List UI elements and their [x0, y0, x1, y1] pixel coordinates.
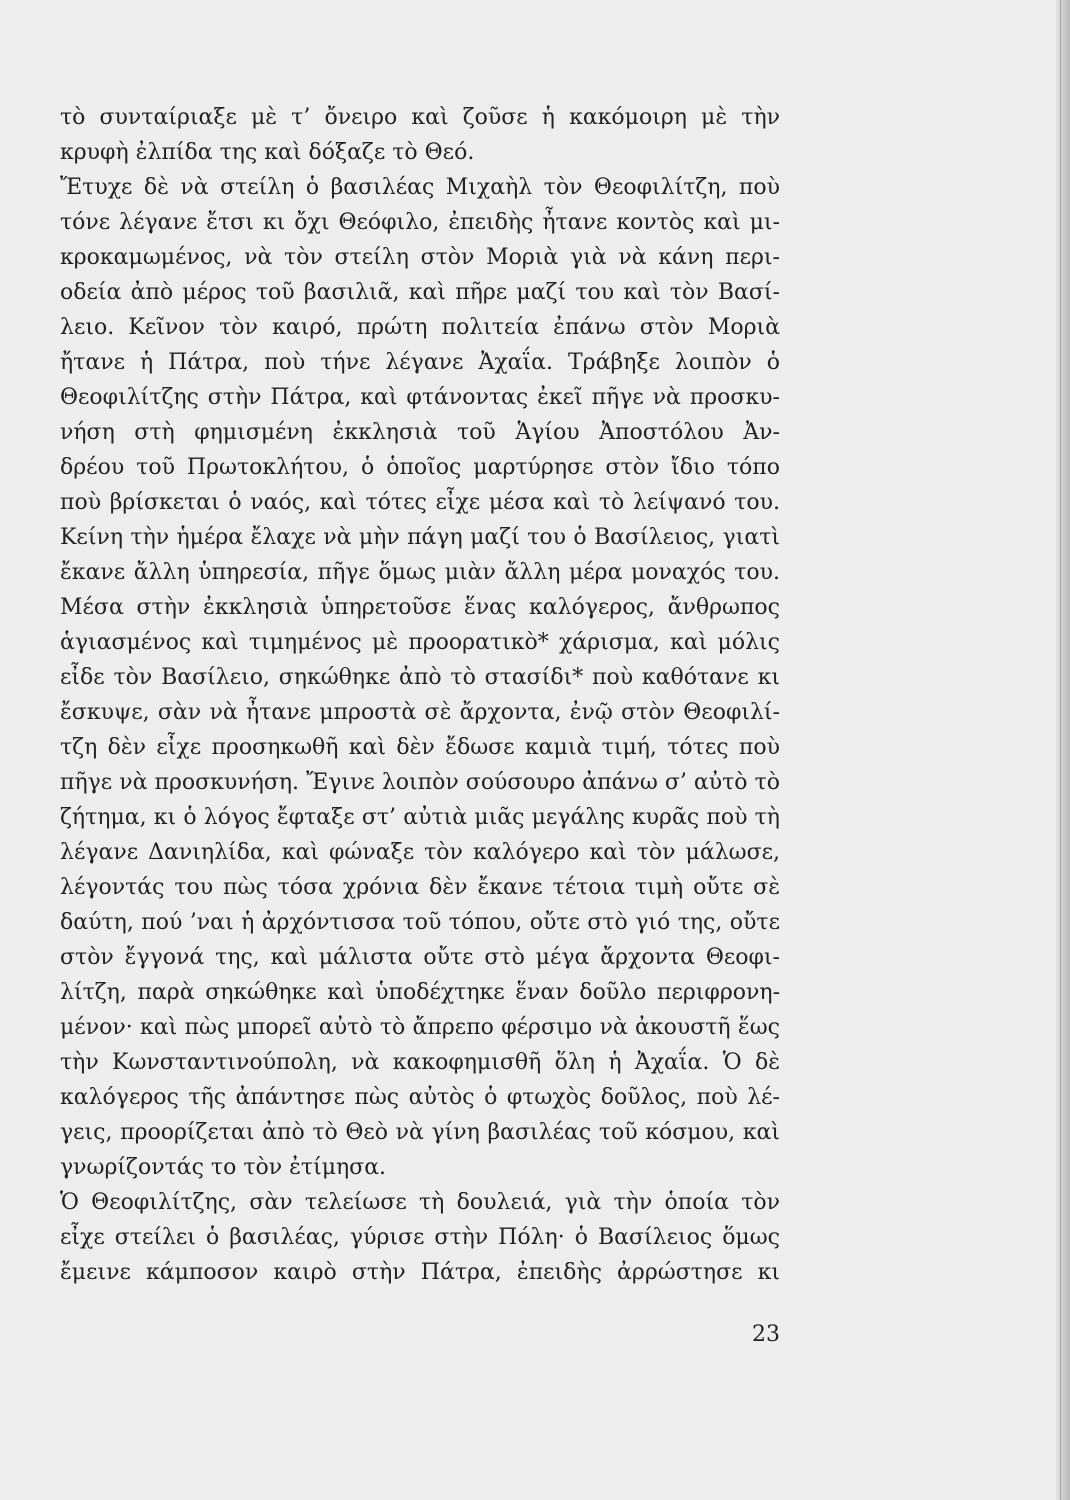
text-line: τζη δὲν εἶχε προσηκωθῆ καὶ δὲν ἔδωσε καμιὰ τιμή, τότες ποὺ: [60, 735, 780, 760]
text-line: τὴν Κωνσταντινούπολη, νὰ κακοφημισθῆ ὅλη ἡ Ἀχαΐα. Ὁ δὲ: [60, 1050, 780, 1075]
page-edge: [1056, 0, 1070, 1500]
text-line: οδεία ἀπὸ μέρος τοῦ βασιλιᾶ, καὶ πῆρε μαζί του καὶ τὸν Βασί-: [60, 280, 780, 305]
text-line: τόνε λέγανε ἔτσι κι ὄχι Θεόφιλο, ἐπειδὴς ἦτανε κοντὸς καὶ μι-: [60, 210, 780, 235]
text-line: λέγοντάς του πὼς τόσα χρόνια δὲν ἔκανε τέτοια τιμὴ οὔτε σὲ: [60, 875, 780, 900]
text-line: ποὺ βρίσκεται ὁ ναός, καὶ τότες εἶχε μέσα καὶ τὸ λείψανό του.: [60, 490, 780, 515]
text-line: Κείνη τὴν ἡμέρα ἔλαχε νὰ μὴν πάγη μαζί του ὁ Βασίλειος, γιατὶ: [60, 525, 780, 550]
text-line: Θεοφιλίτζης στὴν Πάτρα, καὶ φτάνοντας ἐκεῖ πῆγε νὰ προσκυ-: [60, 385, 780, 410]
paragraph-2: [60, 170, 780, 1185]
text-line: γεις, προορίζεται ἀπὸ τὸ Θεὸ νὰ γίνη βασιλέας τοῦ κόσμου, καὶ: [60, 1120, 780, 1145]
text-line: Ὁ Θεοφιλίτζης, σὰν τελείωσε τὴ δουλειά, γιὰ τὴν ὁποία τὸν: [60, 1190, 780, 1215]
text-line: μένον· καὶ πὼς μπορεῖ αὐτὸ τὸ ἄπρεπο φέρσιμο νὰ ἀκουστῆ ἕως: [60, 1015, 780, 1040]
paragraph-3: [60, 1185, 780, 1290]
text-line: τὸ συνταίριαξε μὲ τ’ ὄνειρο καὶ ζοῦσε ἡ κακόμοιρη μὲ τὴν: [60, 105, 780, 130]
text-line: δαύτη, πού ’ναι ἡ ἀρχόντισσα τοῦ τόπου, οὔτε στὸ γιό της, οὔτε: [60, 910, 780, 935]
text-line: κροκαμωμένος, νὰ τὸν στείλη στὸν Μοριὰ γιὰ νὰ κάνη περι-: [60, 245, 780, 270]
text-line: γνωρίζοντάς το τὸν ἐτίμησα.: [60, 1155, 387, 1180]
text-line: λειο. Κεῖνον τὸν καιρό, πρώτη πολιτεία ἐπάνω στὸν Μοριὰ: [60, 315, 780, 340]
text-line: κρυφὴ ἐλπίδα της καὶ δόξαζε τὸ Θεό.: [60, 140, 475, 165]
paragraph-1: [60, 100, 780, 170]
text-line: πῆγε νὰ προσκυνήση. Ἔγινε λοιπὸν σούσουρο ἀπάνω σ’ αὐτὸ τὸ: [60, 770, 780, 795]
text-line: εἶδε τὸν Βασίλειο, σηκώθηκε ἀπὸ τὸ στασίδι* ποὺ καθότανε κι: [60, 665, 780, 690]
text-line: καλόγερος τῆς ἀπάντησε πὼς αὐτὸς ὁ φτωχὸς δοῦλος, ποὺ λέ-: [60, 1085, 780, 1110]
text-line: νήση στὴ φημισμένη ἐκκλησιὰ τοῦ Ἁγίου Ἀποστόλου Ἀν-: [60, 420, 780, 445]
text-line: ἔσκυψε, σὰν νὰ ἦτανε μπροστὰ σὲ ἄρχοντα, ἐνῷ στὸν Θεοφιλί-: [60, 700, 780, 725]
text-line: δρέου τοῦ Πρωτοκλήτου, ὁ ὁποῖος μαρτύρησε στὸν ἴδιο τόπο: [60, 455, 780, 480]
body-text: [60, 100, 780, 1290]
text-line: λίτζη, παρὰ σηκώθηκε καὶ ὑποδέχτηκε ἕναν δοῦλο περιφρονη-: [60, 980, 780, 1005]
text-line: εἶχε στείλει ὁ βασιλέας, γύρισε στὴν Πόλη· ὁ Βασίλειος ὅμως: [60, 1225, 780, 1250]
text-line: ζήτημα, κι ὁ λόγος ἔφταξε στ’ αὐτιὰ μιᾶς μεγάλης κυρᾶς ποὺ τὴ: [60, 805, 780, 830]
text-line: στὸν ἔγγονά της, καὶ μάλιστα οὔτε στὸ μέγα ἄρχοντα Θεοφι-: [60, 945, 780, 970]
text-line: ἤτανε ἡ Πάτρα, ποὺ τήνε λέγανε Ἀχαΐα. Τράβηξε λοιπὸν ὁ: [60, 350, 780, 375]
text-line: ἁγιασμένος καὶ τιμημένος μὲ προορατικὸ* χάρισμα, καὶ μόλις: [60, 630, 780, 655]
text-line: ἔκανε ἄλλη ὑπηρεσία, πῆγε ὅμως μιὰν ἄλλη μέρα μοναχός του.: [60, 560, 780, 585]
text-line: Ἔτυχε δὲ νὰ στείλη ὁ βασιλέας Μιχαὴλ τὸν Θεοφιλίτζη, ποὺ: [60, 175, 780, 200]
page-number: 23: [752, 1322, 780, 1347]
text-line: λέγανε Δανιηλίδα, καὶ φώναξε τὸν καλόγερο καὶ τὸν μάλωσε,: [60, 840, 780, 865]
text-line: Μέσα στὴν ἐκκλησιὰ ὑπηρετοῦσε ἕνας καλόγερος, ἄνθρωπος: [60, 595, 780, 620]
text-line: ἔμεινε κάμποσον καιρὸ στὴν Πάτρα, ἐπειδὴς ἀρρώστησε κι: [60, 1260, 780, 1285]
